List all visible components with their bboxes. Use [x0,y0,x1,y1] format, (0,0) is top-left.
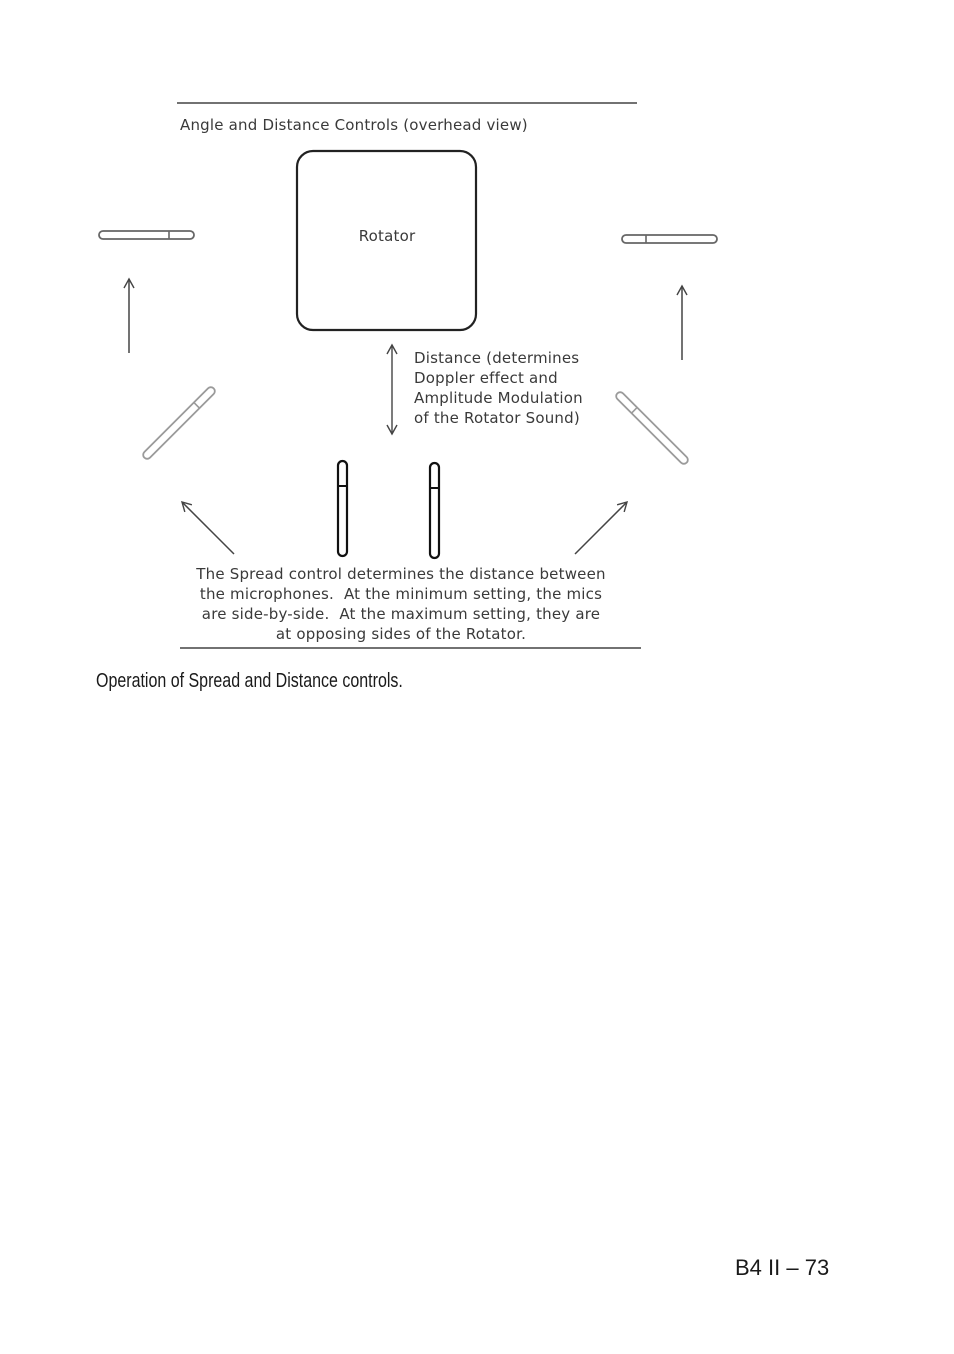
arrow-right-diagonal [575,502,627,554]
mic-center-left [338,461,347,556]
page-number: B4 II – 73 [735,1255,830,1280]
diagram-title: Angle and Distance Controls (overhead view) [180,116,528,134]
mic-right-horizontal [622,235,717,243]
distance-label: Distance (determines Doppler effect and Amplitude Modulation of the Rotator Sound) [414,349,583,427]
arrow-left-diagonal [182,502,234,554]
figure-caption: Operation of Spread and Distance controls. [96,670,403,692]
rotator-label: Rotator [358,227,416,245]
mic-right-diagonal [615,391,690,466]
spread-description: The Spread control determines the distance between the microphones. At the minimum setting, the mics are side-by-side. At the maximum setting, they are at opposing sides of the Rotator. [196,565,606,643]
mic-left-diagonal [142,386,217,461]
mic-left-horizontal [99,231,194,239]
mic-center-right [430,463,439,558]
